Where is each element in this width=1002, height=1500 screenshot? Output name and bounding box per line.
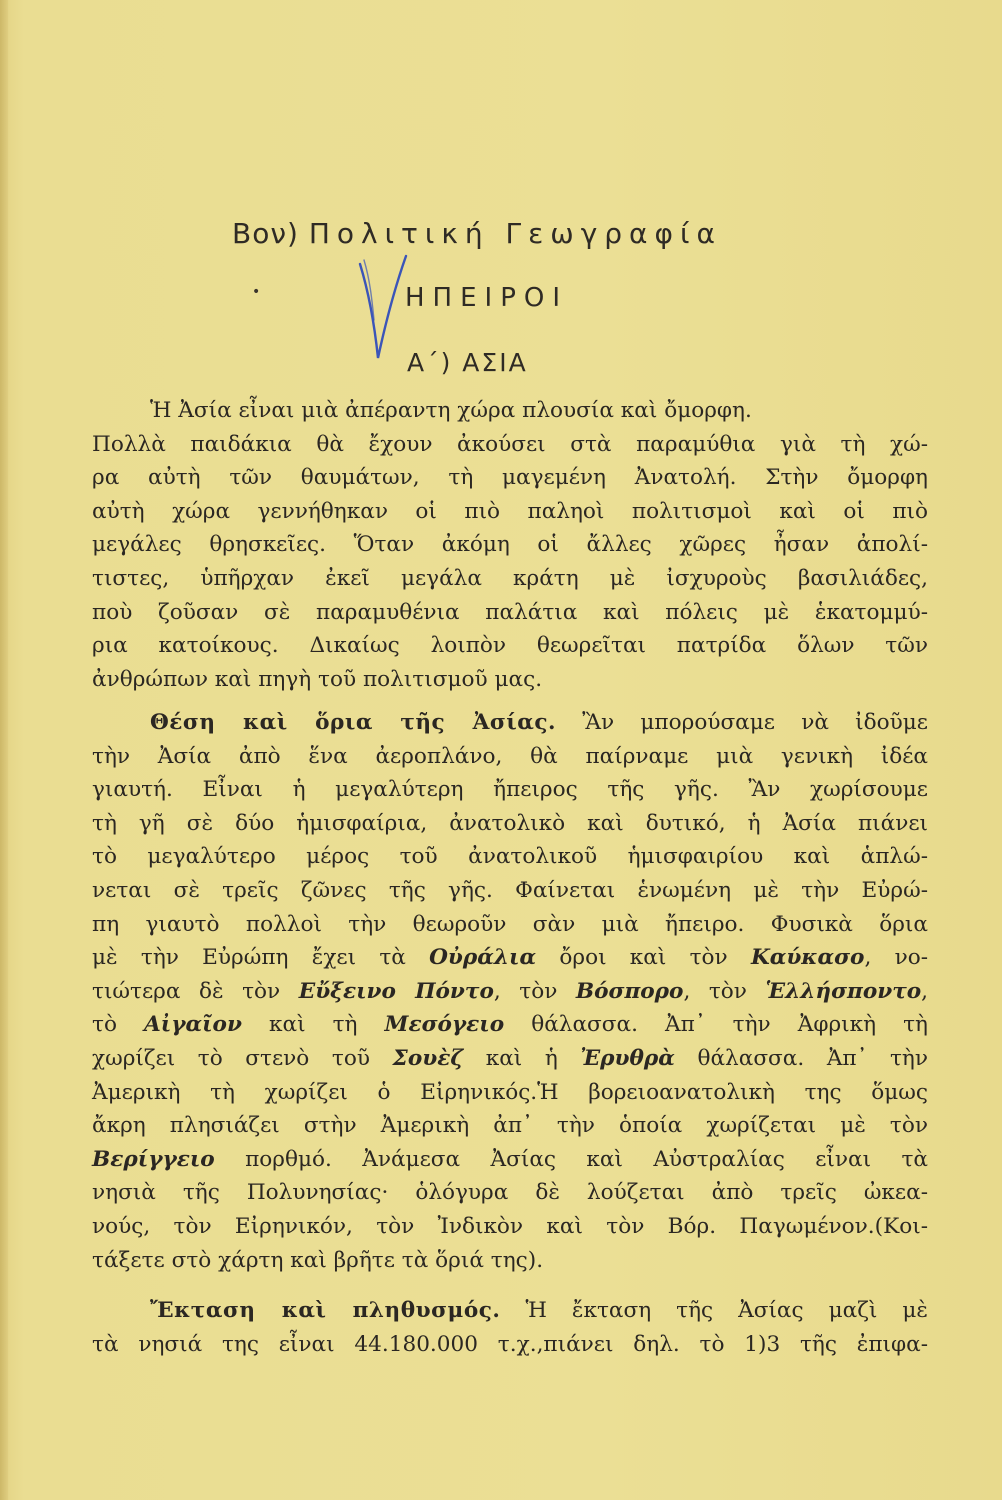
- text-line: νούς, τὸν Εἰρηνικόν, τὸν Ἰνδικὸν καὶ τὸν Βόρ. Παγωμένον.(Κοι-: [92, 1213, 928, 1239]
- place-name: Βερίγγειο: [92, 1146, 215, 1172]
- text-run: , νο-: [864, 945, 928, 971]
- text-line: τὴν Ἀσία ἀπὸ ἕνα ἀεροπλάνο, θὰ παίρναμε μιὰ γενικὴ ἰδέα: [92, 743, 928, 769]
- paragraph-area-population: [92, 1294, 928, 1361]
- section-title: Πολιτική Γεωγραφία: [308, 217, 722, 250]
- text-run: , τὸν: [683, 978, 766, 1004]
- place-name: Σουὲζ: [392, 1045, 464, 1071]
- place-name: Ἑλλήσποντο: [765, 978, 922, 1004]
- text-run: πορθμό. Ἀνάμεσα Ἀσίας καὶ Αὐστραλίας εἶναι τὰ: [214, 1146, 928, 1172]
- place-name: Καύκασο: [750, 945, 865, 971]
- text-line: ρια κατοίκους. Δικαίως λοιπὸν θεωρεῖται πατρίδα ὅλων τῶν: [92, 633, 928, 659]
- stray-dot-mark: •: [252, 284, 261, 300]
- text-line: τάξετε στὸ χάρτη καὶ βρῆτε τὰ ὅριά της).: [92, 1247, 544, 1273]
- text-run: ,: [921, 978, 929, 1004]
- text-line: αὐτὴ χώρα γεννήθηκαν οἱ πιὸ παληοὶ πολιτισμοὶ καὶ οἱ πιὸ: [92, 498, 928, 524]
- text-run: τὸ: [92, 1012, 145, 1038]
- text-line: [92, 706, 928, 740]
- text-line: γιαυτή. Εἶναι ἡ μεγαλύτερη ἤπειρος τῆς γῆς. Ἂν χωρίσουμε: [92, 777, 928, 803]
- text-run: , τὸν: [493, 978, 576, 1004]
- asia-heading: Α΄) ΑΣΙΑ: [407, 348, 528, 377]
- text-line: ἄκρη πλησιάζει στὴν Ἀμερικὴ ἀπ᾿ τὴν ὁποία χωρίζεται μὲ τὸν: [92, 1113, 928, 1139]
- page-edge-shadow: [0, 0, 8, 1500]
- text-line: [92, 941, 928, 975]
- text-line: τιστες, ὑπῆρχαν ἐκεῖ μεγάλα κράτη μὲ ἰσχυροὺς βασιλιάδες,: [92, 565, 928, 591]
- text-line: Πολλὰ παιδάκια θὰ ἔχουν ἀκούσει στὰ παραμύθια γιὰ τὴ χώ-: [92, 431, 928, 457]
- text-run: θάλασσα. Ἀπ᾿ τὴν Ἀφρικὴ τὴ: [504, 1012, 928, 1038]
- text-run: μὲ τὴν Εὐρώπη ἔχει τὰ: [92, 945, 430, 971]
- section-heading: [232, 217, 722, 250]
- paragraph-heading: Θέση καὶ ὅρια τῆς Ἀσίας.: [150, 710, 557, 735]
- place-name: Εὔξεινο Πόντο: [298, 978, 494, 1004]
- text-line: τὴ γῆ σὲ δύο ἡμισφαίρια, ἀνατολικὸ καὶ δυτικό, ἡ Ἀσία πιάνει: [92, 810, 928, 836]
- text-run: Ἡ ἔκταση τῆς Ἀσίας μαζὶ μὲ: [525, 1298, 928, 1323]
- text-line: [92, 1042, 928, 1076]
- text-line: τὰ νησιά της εἶναι 44.180.000 τ.χ.,πιάνει δηλ. τὸ 1)3 τῆς ἐπιφα-: [92, 1331, 928, 1357]
- text-run: χωρίζει τὸ στενὸ τοῦ: [92, 1045, 393, 1071]
- text-run: ὄροι καὶ τὸν: [536, 945, 751, 971]
- text-line: ρα αὐτὴ τῶν θαυμάτων, τὴ μαγεμένη Ἀνατολή. Στὴν ὄμορφη: [92, 465, 928, 491]
- place-name: Αἰγαῖον: [144, 1012, 242, 1038]
- text-run: καὶ ἡ: [463, 1045, 581, 1071]
- text-run: τιώτερα δὲ τὸν: [92, 978, 299, 1004]
- text-line: ἀνθρώπων καὶ πηγὴ τοῦ πολιτισμοῦ μας.: [92, 666, 543, 692]
- place-name: Βόσπορο: [575, 978, 684, 1004]
- text-line: [92, 1294, 928, 1328]
- text-line: τὸ μεγαλύτερο μέρος τοῦ ἀνατολικοῦ ἡμισφαιρίου καὶ ἁπλώ-: [92, 844, 928, 870]
- text-line: Ἡ Ἀσία εἶναι μιὰ ἀπέραντη χώρα πλουσία καὶ ὄμορφη.: [150, 398, 752, 423]
- text-run: θάλασσα. Ἀπ᾿ τὴν: [674, 1045, 928, 1071]
- text-line: νεται σὲ τρεῖς ζῶνες τῆς γῆς. Φαίνεται ἑνωμένη μὲ τὴν Εὐρώ-: [92, 877, 928, 903]
- paragraph-intro: [92, 394, 928, 696]
- paragraph-position-borders: [92, 706, 928, 1277]
- text-line: ποὺ ζοῦσαν σὲ παραμυθένια παλάτια καὶ πόλεις μὲ ἑκατομμύ-: [92, 599, 928, 625]
- text-line: Ἀμερικὴ τὴ χωρίζει ὁ Εἰρηνικός.Ἡ βορειοανατολικὴ της ὅμως: [92, 1079, 928, 1105]
- text-line: μεγάλες θρησκεῖες. Ὅταν ἀκόμη οἱ ἄλλες χῶρες ἦσαν ἀπολί-: [92, 532, 928, 558]
- text-line: [92, 1143, 928, 1177]
- text-line: [92, 975, 928, 1009]
- text-line: πη γιαυτὸ πολλοὶ τὴν θεωροῦν σὰν μιὰ ἤπειρο. Φυσικὰ ὅρια: [92, 911, 928, 937]
- text-run: Ἂν μπορούσαμε νὰ ἰδοῦμε: [582, 710, 928, 735]
- paragraph-heading: Ἔκταση καὶ πληθυσμός.: [150, 1298, 501, 1323]
- text-run: καὶ τὴ: [241, 1012, 385, 1038]
- place-name: Οὐράλια: [429, 945, 537, 971]
- place-name: Μεσόγειο: [384, 1012, 505, 1038]
- text-line: [92, 1008, 928, 1042]
- place-name: Ἐρυθρὰ: [580, 1045, 675, 1071]
- text-line: νησιὰ τῆς Πολυνησίας· ὁλόγυρα δὲ λούζεται ἀπὸ τρεῖς ὠκεα-: [92, 1180, 928, 1206]
- section-prefix: Βον): [232, 217, 299, 250]
- continents-heading: ΗΠΕΙΡΟΙ: [405, 283, 569, 313]
